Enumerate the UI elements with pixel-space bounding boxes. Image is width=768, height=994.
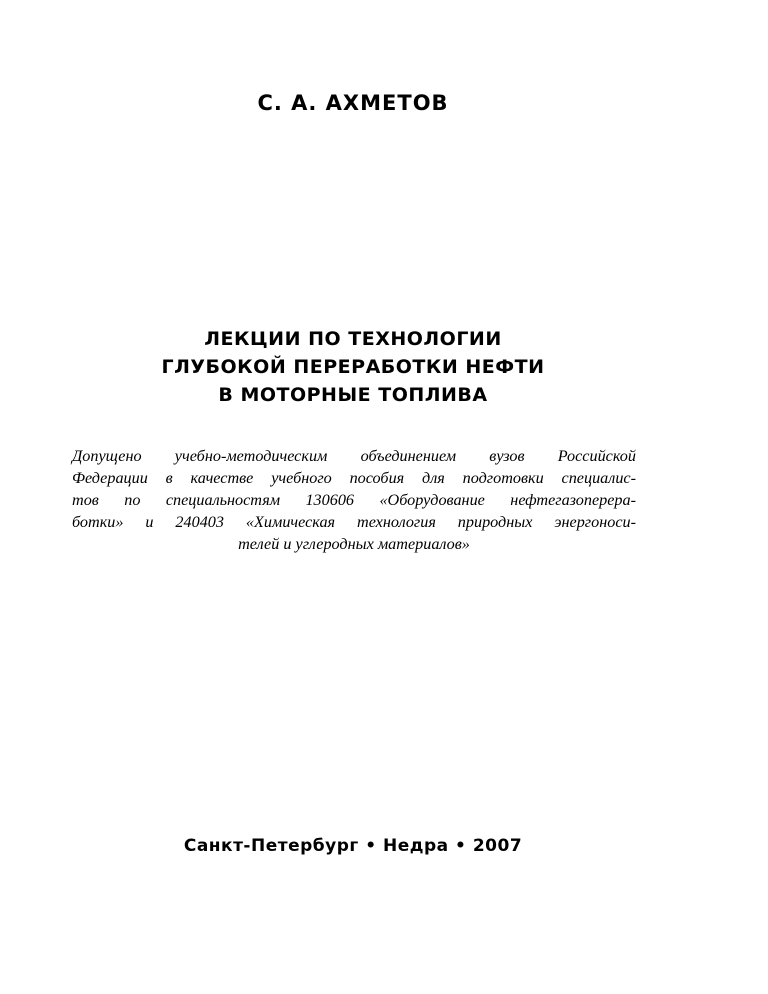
approval-line: Федерации в качестве учебного пособия для подготовки специалис- [72,469,636,487]
book-title [0,325,706,409]
approval-line: Допущено учебно-методическим объединением вузов Российской [72,447,636,465]
approval-line: тов по специальностям 130606 «Оборудование нефтегазоперера- [72,491,636,509]
title-line: ГЛУБОКОЙ ПЕРЕРАБОТКИ НЕФТИ [161,356,545,378]
author-name: С. А. АХМЕТОВ [257,91,449,115]
approval-statement [72,445,636,555]
title-line: В МОТОРНЫЕ ТОПЛИВА [218,384,488,406]
approval-line: телей и углеродных материалов» [238,535,470,553]
approval-line: ботки» и 240403 «Химическая технология природных энергоноси- [72,513,636,531]
publisher-imprint: Санкт-Петербург • Недра • 2007 [183,836,523,856]
title-line: ЛЕКЦИИ ПО ТЕХНОЛОГИИ [204,328,502,350]
